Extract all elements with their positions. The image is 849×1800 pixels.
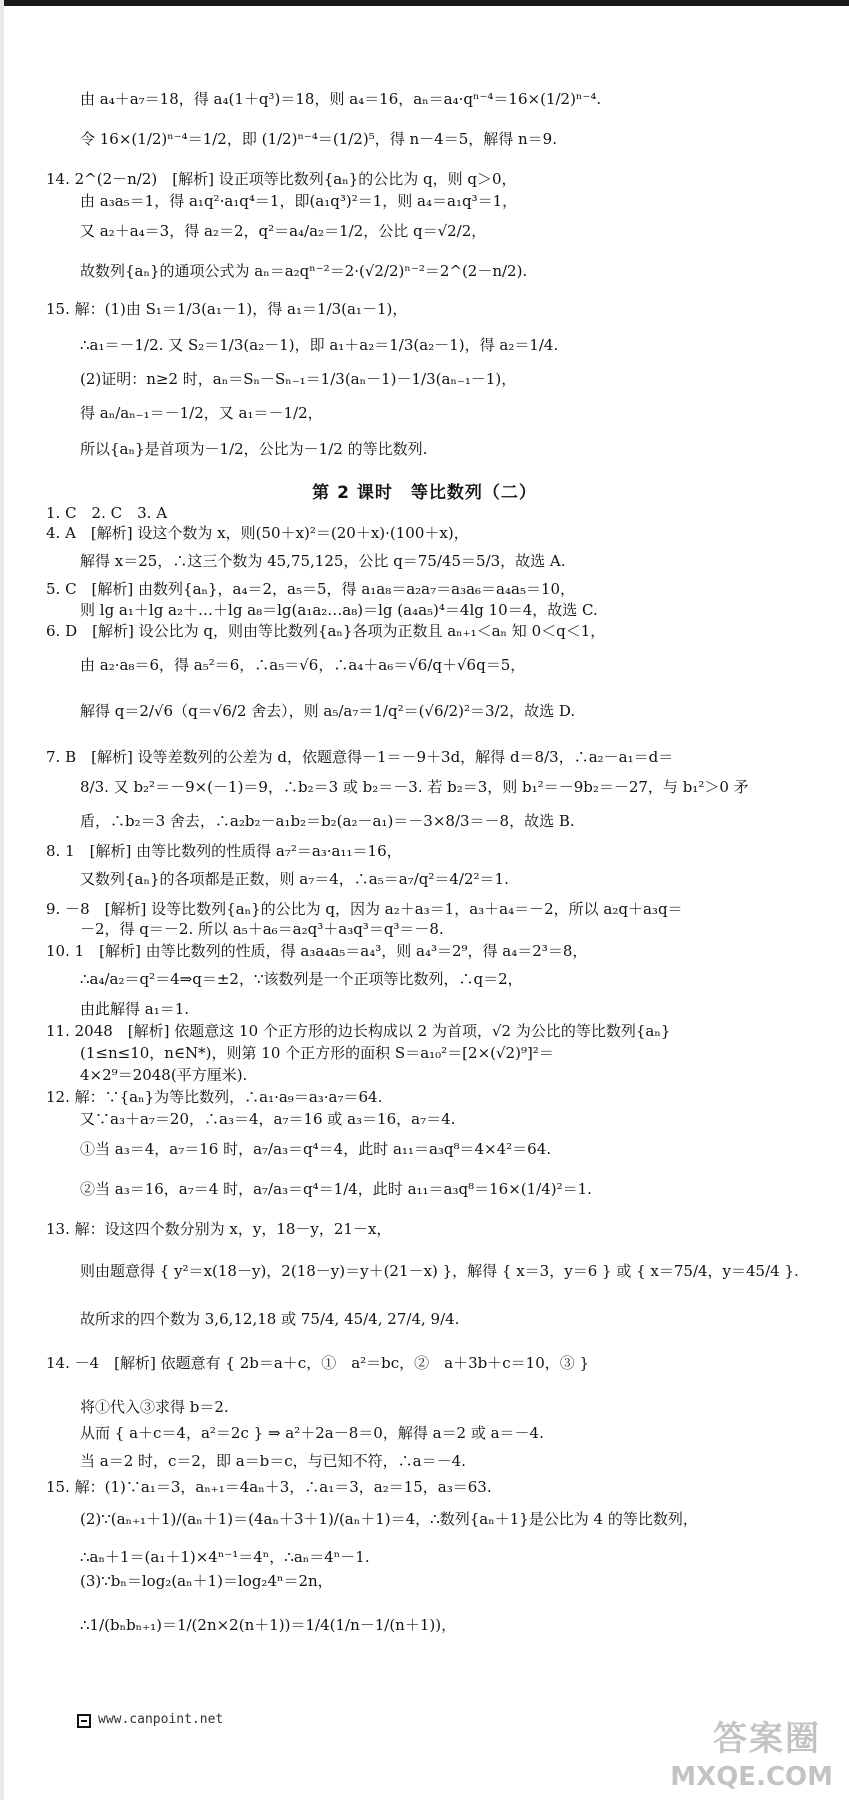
text-line: ∴aₙ＋1＝(a₁＋1)×4ⁿ⁻¹＝4ⁿ，∴aₙ＝4ⁿ－1.: [80, 1548, 370, 1566]
text-line: 解得 x＝25，∴这三个数为 45,75,125，公比 q＝75/45＝5/3，故选 A.: [80, 552, 566, 570]
text-line: 解得 q＝2/√6（q＝√6/2 舍去），则 a₅/a₇＝1/q²＝(√6/2)²＝3/2，故选 D.: [80, 702, 576, 720]
text-line: 故所求的四个数为 3,6,12,18 或 75/4, 45/4, 27/4, 9/4.: [80, 1310, 460, 1328]
footer-url: www.canpoint.net: [98, 1712, 224, 1727]
book-icon: [77, 1714, 91, 1728]
text-line: 当 a＝2 时，c＝2，即 a＝b＝c，与已知不符，∴a＝－4.: [80, 1452, 466, 1470]
text-line: 所以{aₙ}是首项为－1/2，公比为－1/2 的等比数列.: [80, 440, 428, 458]
text-line: 8/3. 又 b₂²＝－9×(－1)＝9，∴b₂＝3 或 b₂＝－3. 若 b₂＝3，则 b₁²＝－9b₂＝－27，与 b₁²＞0 矛: [80, 778, 749, 796]
text-line: 由 a₄＋a₇＝18，得 a₄(1＋q³)＝18，则 a₄＝16，aₙ＝a₄·qⁿ⁻⁴＝16×(1/2)ⁿ⁻⁴.: [80, 90, 602, 108]
text-line: 15. 解：(1)由 S₁＝1/3(a₁－1)，得 a₁＝1/3(a₁－1)，: [46, 300, 408, 318]
text-line: 由此解得 a₁＝1.: [80, 1000, 190, 1018]
text-line: 令 16×(1/2)ⁿ⁻⁴＝1/2，即 (1/2)ⁿ⁻⁴＝(1/2)⁵，得 n－4＝5，解得 n＝9.: [80, 130, 557, 148]
text-line: 盾，∴b₂＝3 舍去，∴a₂b₂－a₁b₂＝b₂(a₂－a₁)＝－3×8/3＝－8，故选 B.: [80, 812, 575, 830]
text-line: 7. B [解析] 设等差数列的公差为 d，依题意得－1＝－9＋3d，解得 d＝8/3，∴a₂－a₁＝d＝: [46, 748, 674, 766]
text-line: 从而 { a＋c＝4，a²＝2c } ⇒ a²＋2a－8＝0，解得 a＝2 或 a＝－4.: [80, 1424, 544, 1442]
text-line: ①当 a₃＝4，a₇＝16 时，a₇/a₃＝q⁴＝4，此时 a₁₁＝a₃q⁸＝4×4²＝64.: [80, 1140, 552, 1158]
text-line: 4×2⁹＝2048(平方厘米).: [80, 1066, 248, 1084]
text-line: 则 lg a₁＋lg a₂＋…＋lg a₈＝lg(a₁a₂…a₈)＝lg (a₄a₅)⁴＝4lg 10＝4，故选 C.: [80, 601, 598, 619]
text-line: 故数列{aₙ}的通项公式为 aₙ＝a₂qⁿ⁻²＝2·(√2/2)ⁿ⁻²＝2^(2－n/2).: [80, 262, 528, 280]
text-line: 11. 2048 [解析] 依题意这 10 个正方形的边长构成以 2 为首项，√2 为公比的等比数列{aₙ}: [46, 1022, 671, 1040]
text-line: 1. C 2. C 3. A: [46, 504, 168, 522]
text-line: 又数列{aₙ}的各项都是正数，则 a₇＝4，∴a₅＝a₇/q²＝4/2²＝1.: [80, 870, 509, 888]
text-line: (2)∵(aₙ₊₁＋1)/(aₙ＋1)＝(4aₙ＋3＋1)/(aₙ＋1)＝4，∴数列{aₙ＋1}是公比为 4 的等比数列，: [80, 1510, 698, 1528]
text-line: (1≤n≤10，n∈N*)，则第 10 个正方形的面积 S＝a₁₀²＝[2×(√2)⁹]²＝: [80, 1044, 554, 1062]
watermark-logo-text: 答案圈: [713, 1719, 821, 1759]
text-line: 4. A [解析] 设这个数为 x，则(50＋x)²＝(20＋x)·(100＋x)，: [46, 524, 469, 542]
text-line: 则由题意得 { y²＝x(18－y)，2(18－y)＝y＋(21－x) }，解得 { x＝3，y＝6 } 或 { x＝75/4，y＝45/4 }.: [80, 1262, 799, 1280]
text-line: 得 aₙ/aₙ₋₁＝－1/2，又 a₁＝－1/2，: [80, 404, 323, 422]
text-line: 5. C [解析] 由数列{aₙ}，a₄＝2，a₅＝5，得 a₁a₈＝a₂a₇＝a₃a₆＝a₄a₅＝10，: [46, 580, 576, 598]
text-line: 又∵a₃＋a₇＝20，∴a₃＝4，a₇＝16 或 a₃＝16，a₇＝4.: [80, 1110, 456, 1128]
text-line: 13. 解：设这四个数分别为 x，y，18－y，21－x，: [46, 1220, 392, 1238]
text-line: 又 a₂＋a₄＝3，得 a₂＝2，q²＝a₄/a₂＝1/2，公比 q＝√2/2，: [80, 222, 487, 240]
text-line: 14. －4 [解析] 依题意有 { 2b＝a＋c，① a²＝bc，② a＋3b＋c＝10，③ }: [46, 1354, 590, 1372]
section-heading: 第 2 课时 等比数列（二）: [312, 483, 537, 503]
watermark-domain: MXQE.COM: [670, 1762, 833, 1792]
text-line: ②当 a₃＝16，a₇＝4 时，a₇/a₃＝q⁴＝1/4，此时 a₁₁＝a₃q⁸＝16×(1/4)²＝1.: [80, 1180, 592, 1198]
text-line: 15. 解：(1)∵a₁＝3，aₙ₊₁＝4aₙ＋3，∴a₁＝3，a₂＝15，a₃＝63.: [46, 1478, 492, 1496]
scan-edge: [0, 0, 4, 1800]
text-line: －2，得 q＝－2. 所以 a₅＋a₆＝a₂q³＋a₃q³＝q³＝－8.: [80, 920, 444, 938]
text-line: ∴1/(bₙbₙ₊₁)＝1/(2n×2(n＋1))＝1/4(1/n－1/(n＋1))，: [80, 1616, 457, 1634]
text-line: 6. D [解析] 设公比为 q，则由等比数列{aₙ}各项为正数且 aₙ₊₁＜aₙ 知 0＜q＜1，: [46, 622, 606, 640]
text-line: ∴a₄/a₂＝q²＝4⇒q＝±2，∵该数列是一个正项等比数列，∴q＝2，: [80, 970, 523, 988]
text-line: ∴a₁＝－1/2. 又 S₂＝1/3(a₂－1)，即 a₁＋a₂＝1/3(a₂－1)，得 a₂＝1/4.: [80, 336, 559, 354]
text-line: (2)证明：n≥2 时，aₙ＝Sₙ－Sₙ₋₁＝1/3(aₙ－1)－1/3(aₙ₋₁－1)，: [80, 370, 517, 388]
text-line: (3)∵bₙ＝log₂(aₙ＋1)＝log₂4ⁿ＝2n，: [80, 1572, 333, 1590]
text-line: 8. 1 [解析] 由等比数列的性质得 a₇²＝a₃·a₁₁＝16，: [46, 842, 402, 860]
text-line: 14. 2^(2－n/2) [解析] 设正项等比数列{aₙ}的公比为 q，则 q＞0，: [46, 170, 517, 188]
text-line: 10. 1 [解析] 由等比数列的性质，得 a₃a₄a₅＝a₄³，则 a₄³＝2⁹，得 a₄＝2³＝8，: [46, 942, 588, 960]
top-border: [0, 0, 849, 6]
text-line: 将①代入③求得 b＝2.: [80, 1398, 229, 1416]
text-line: 由 a₃a₅＝1，得 a₁q²·a₁q⁴＝1，即(a₁q³)²＝1，则 a₄＝a₁q³＝1，: [80, 192, 518, 210]
text-line: 12. 解：∵{aₙ}为等比数列，∴a₁·a₉＝a₃·a₇＝64.: [46, 1088, 383, 1106]
watermark: [635, 1714, 845, 1798]
text-line: 由 a₂·a₈＝6，得 a₅²＝6，∴a₅＝√6，∴a₄＋a₆＝√6/q＋√6q＝5，: [80, 656, 526, 674]
text-line: 9. －8 [解析] 设等比数列{aₙ}的公比为 q，因为 a₂＋a₃＝1，a₃＋a₄＝－2，所以 a₂q＋a₃q＝: [46, 900, 683, 918]
